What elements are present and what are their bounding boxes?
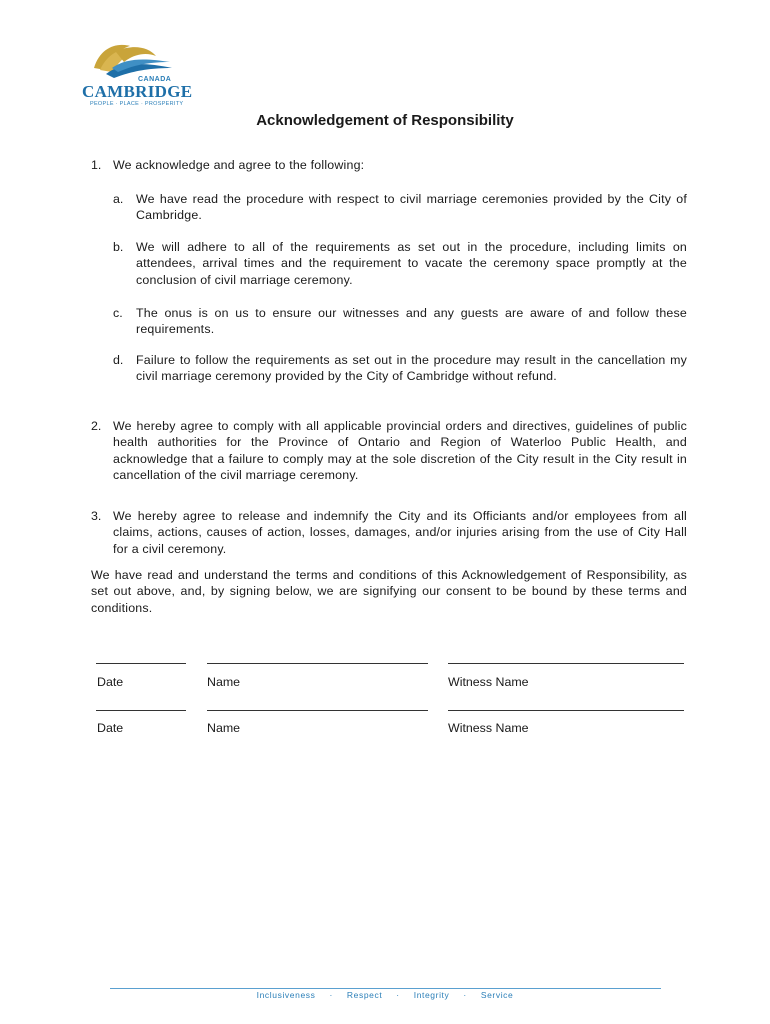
item-a-text: We have read the procedure with respect to civil marriage ceremonies provided by the City of Cambridge. xyxy=(136,192,687,223)
date-signature-line-2[interactable] xyxy=(96,710,186,711)
footer-value-service: Service xyxy=(480,990,514,1000)
footer-separator: · xyxy=(463,990,467,1000)
witness-signature-line-2[interactable] xyxy=(448,710,684,711)
item-c-letter: c. xyxy=(113,306,123,320)
date-label-1: Date xyxy=(97,675,124,689)
name-signature-line-2[interactable] xyxy=(207,710,428,711)
footer-separator: · xyxy=(396,990,400,1000)
logo-canada-text: CANADA xyxy=(138,76,172,83)
closing-paragraph: We have read and understand the terms and conditions of this Acknowledgement of Responsibility, as set out above, and, by signing below, we are signifying our consent to be bound by these terms and conditions. xyxy=(91,568,687,615)
witness-signature-line-1[interactable] xyxy=(448,663,684,664)
item-d-letter: d. xyxy=(113,353,124,367)
item-1-text: We acknowledge and agree to the following: xyxy=(113,158,365,172)
item-a-letter: a. xyxy=(113,192,124,206)
footer-values xyxy=(0,990,770,1000)
item-3-text: We hereby agree to release and indemnify the City and its Officiants and/or employees from all claims, actions, causes of action, losses, damages, and/or injuries arising from the use of City Hall for a civil ceremony. xyxy=(113,509,687,556)
footer-divider xyxy=(110,988,661,989)
name-signature-line-1[interactable] xyxy=(207,663,428,664)
date-label-2: Date xyxy=(97,721,124,735)
item-b-letter: b. xyxy=(113,240,124,254)
date-signature-line-1[interactable] xyxy=(96,663,186,664)
item-b-text: We will adhere to all of the requirements as set out in the procedure, including limits on attendees, arrival times and the requirement to vacate the ceremony space promptly at the conclusion of civil marriage ceremony. xyxy=(136,240,687,287)
name-label-1: Name xyxy=(207,675,241,689)
footer-value-respect: Respect xyxy=(346,990,383,1000)
footer-separator: · xyxy=(329,990,333,1000)
item-c-text: The onus is on us to ensure our witnesses and any guests are aware of and follow these requirements. xyxy=(136,306,687,337)
witness-label-2: Witness Name xyxy=(448,721,529,735)
item-2-number: 2. xyxy=(91,419,102,433)
item-3-number: 3. xyxy=(91,509,102,523)
logo-wordmark: CAMBRIDGE xyxy=(82,82,193,101)
cambridge-logo xyxy=(76,38,193,108)
cambridge-emblem-icon xyxy=(86,38,176,80)
item-d-text: Failure to follow the requirements as set out in the procedure may result in the cancellation my civil marriage ceremony provided by the City of Cambridge without refund. xyxy=(136,353,687,384)
witness-label-1: Witness Name xyxy=(448,675,529,689)
item-2-text: We hereby agree to comply with all applicable provincial orders and directives, guidelines of public health authorities for the Province of Ontario and Region of Waterloo Public Health, and acknowledge that a failure to comply may at the sole discretion of the City result in the City result in cancellation of the civil marriage ceremony. xyxy=(113,419,687,482)
footer-value-inclusiveness: Inclusiveness xyxy=(256,990,316,1000)
logo-tagline: PEOPLE · PLACE · PROSPERITY xyxy=(90,101,184,107)
footer-value-integrity: Integrity xyxy=(413,990,450,1000)
name-label-2: Name xyxy=(207,721,241,735)
item-1-number: 1. xyxy=(91,158,102,172)
page-title: Acknowledgement of Responsibility xyxy=(256,112,514,129)
